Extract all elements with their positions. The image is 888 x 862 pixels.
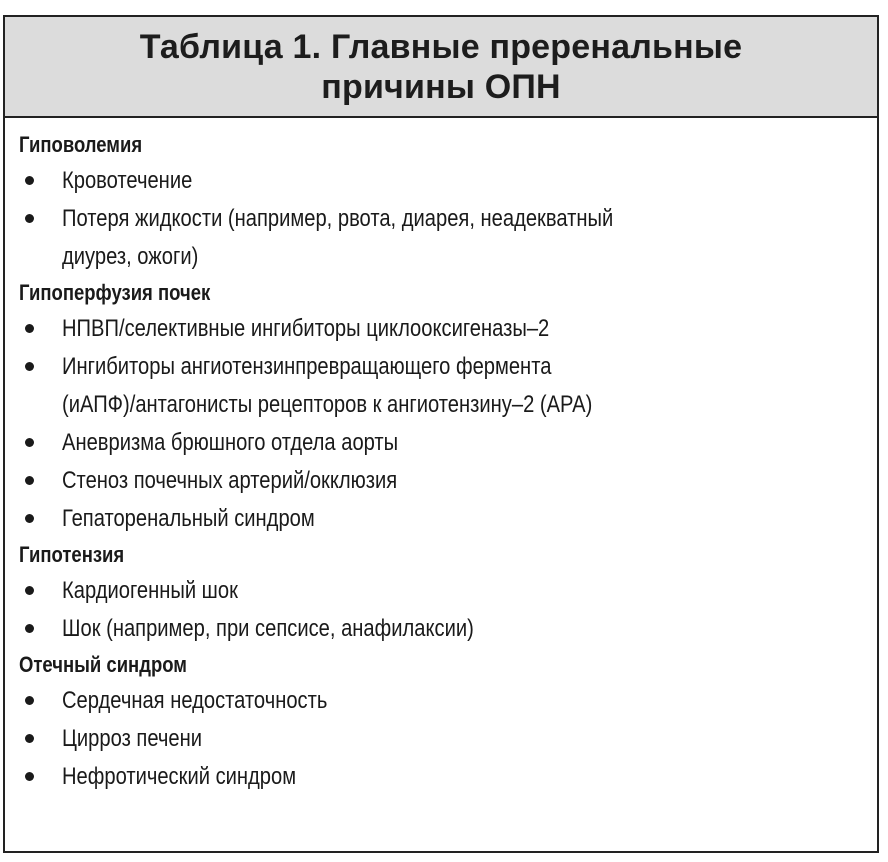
section-heading: Гиповолемия [19, 132, 143, 157]
item-text-continuation: диурез, ожоги) [62, 243, 199, 270]
item-text-continuation: (иАПФ)/антагонисты рецепторов к ангиотензину–2 (АРА) [62, 391, 593, 418]
item-text: Потеря жидкости (например, рвота, диарея, неадекватный [62, 205, 614, 232]
item-text: Шок (например, при сепсисе, анафилаксии) [62, 615, 474, 642]
table-frame [3, 15, 879, 853]
section-hypovolemia [19, 128, 877, 276]
bullet-icon [25, 324, 34, 333]
bullet-icon [25, 362, 34, 371]
bullet-icon [25, 586, 34, 595]
item-text: Аневризма брюшного отдела аорты [62, 429, 399, 456]
bullet-icon [25, 514, 34, 523]
table-body [5, 118, 877, 796]
item-text: Кардиогенный шок [62, 577, 238, 604]
bullet-icon [25, 696, 34, 705]
section-kidney-hypoperfusion [19, 276, 877, 538]
item-text: Кровотечение [62, 167, 193, 194]
section-heading: Отечный синдром [19, 652, 187, 677]
item-text: Нефротический синдром [62, 763, 297, 790]
item-text: Стеноз почечных артерий/окклюзия [62, 467, 398, 494]
list-item [19, 500, 877, 538]
list-item [19, 758, 877, 796]
list-item [19, 682, 877, 720]
list-item [19, 462, 877, 500]
section-hypotension [19, 538, 877, 648]
bullet-icon [25, 734, 34, 743]
list-item [19, 200, 877, 276]
list-item [19, 424, 877, 462]
section-heading: Гипотензия [19, 542, 125, 567]
title-line-2: причины ОПН [321, 67, 561, 106]
item-text: Ингибиторы ангиотензинпревращающего фермента [62, 353, 552, 380]
bullet-icon [25, 476, 34, 485]
section-heading: Гипоперфузия почек [19, 280, 211, 305]
title-line-1: Таблица 1. Главные преренальные [139, 27, 743, 66]
list-item [19, 720, 877, 758]
bullet-icon [25, 772, 34, 781]
list-item [19, 348, 877, 424]
list-item [19, 310, 877, 348]
list-item [19, 572, 877, 610]
item-text: НПВП/селективные ингибиторы циклооксигеназы–2 [62, 315, 550, 342]
item-text: Сердечная недостаточность [62, 687, 328, 714]
table-header [5, 17, 877, 118]
bullet-icon [25, 624, 34, 633]
bullet-icon [25, 438, 34, 447]
section-edema-syndrome [19, 648, 877, 796]
item-text: Цирроз печени [62, 725, 203, 752]
bullet-icon [25, 214, 34, 223]
table-title [81, 27, 801, 107]
list-item [19, 162, 877, 200]
list-item [19, 610, 877, 648]
item-text: Гепаторенальный синдром [62, 505, 315, 532]
bullet-icon [25, 176, 34, 185]
